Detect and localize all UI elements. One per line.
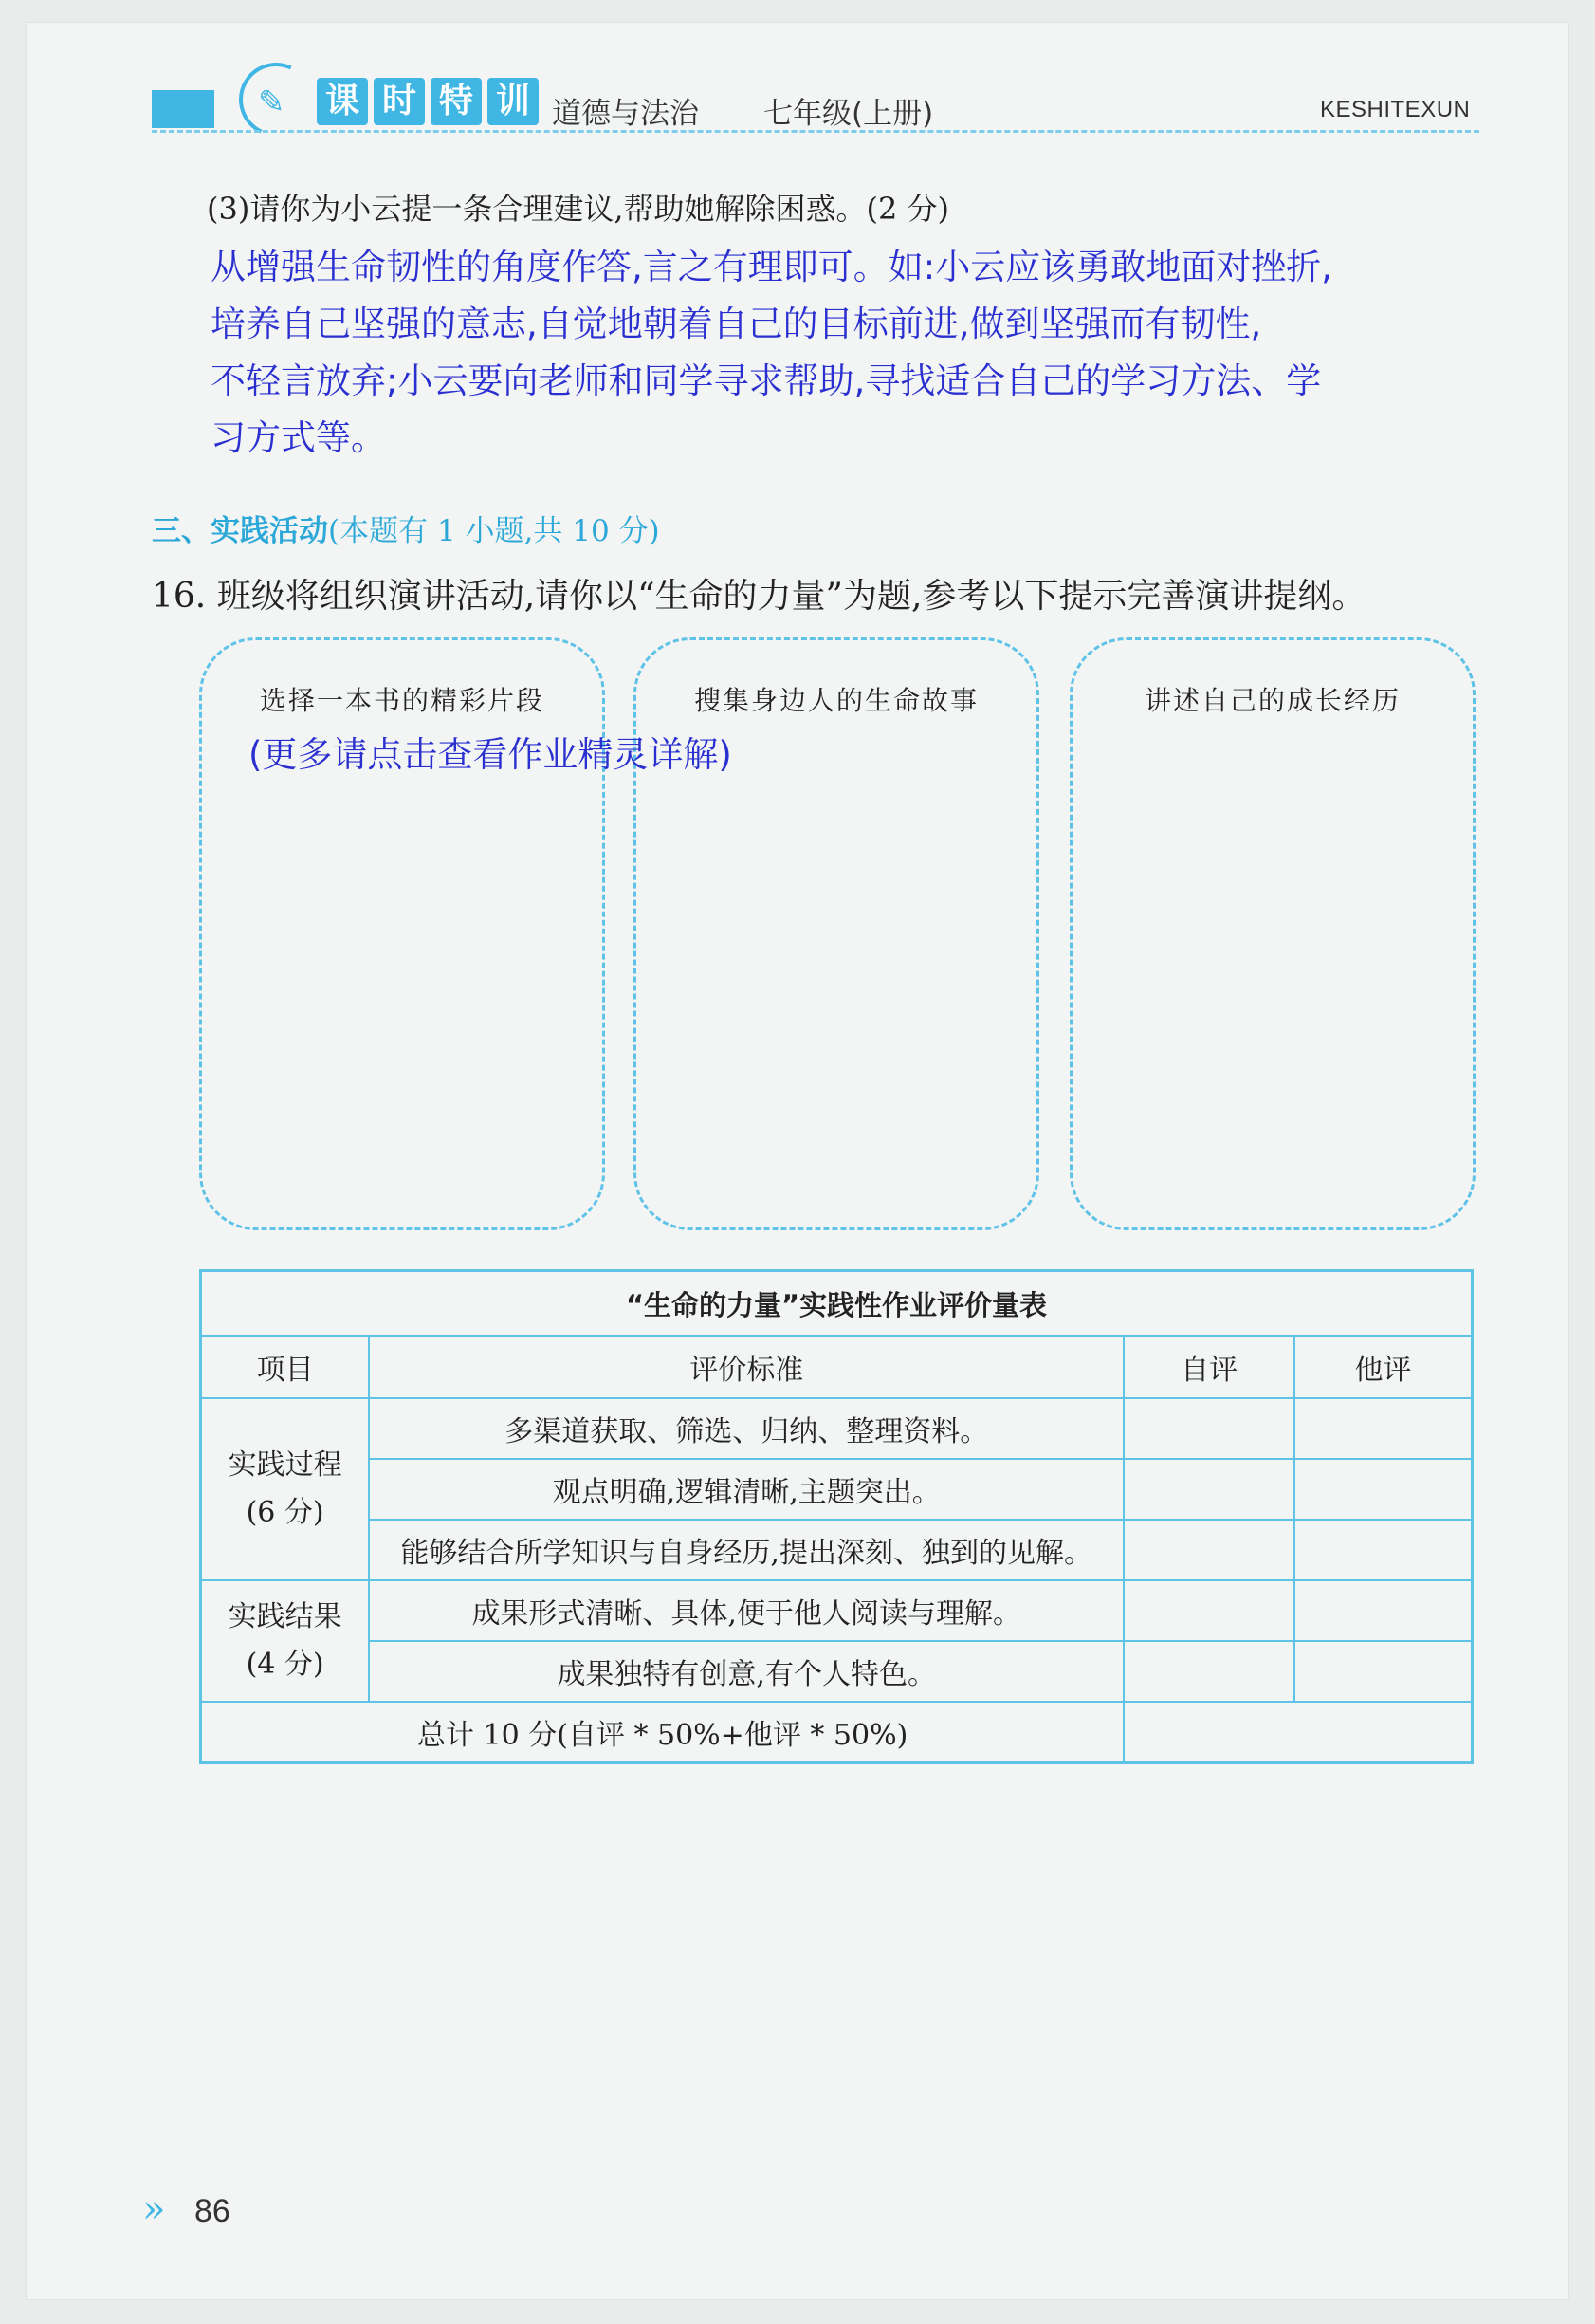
- criterion-cell: 多渠道获取、筛选、归纳、整理资料。: [369, 1398, 1124, 1459]
- group-score: (6 分): [246, 1496, 324, 1529]
- header-cell-peer: 他评: [1294, 1336, 1473, 1398]
- double-chevron-icon: »: [142, 2187, 166, 2231]
- answer-line: 培养自己坚强的意志,自觉地朝着自己的目标前进,做到坚强而有韧性,: [211, 304, 1262, 344]
- total-formula: 总计 10 分(自评 * 50%+他评 * 50%): [201, 1702, 1125, 1763]
- criterion-cell: 成果独特有创意,有个人特色。: [369, 1641, 1124, 1702]
- page-number: 86: [194, 2193, 230, 2229]
- header-cell-criteria: 评价标准: [369, 1336, 1124, 1398]
- question-16-prompt: 16. 班级将组织演讲活动,请你以“生命的力量”为题,参考以下提示完善演讲提纲。: [152, 577, 1366, 616]
- self-score-cell[interactable]: [1124, 1580, 1294, 1641]
- peer-score-cell[interactable]: [1294, 1580, 1473, 1641]
- peer-score-cell[interactable]: [1294, 1520, 1473, 1580]
- section-note: (本题有 1 小题,共 10 分): [328, 514, 660, 548]
- grade-label: 七年级(上册): [763, 97, 934, 131]
- self-score-cell[interactable]: [1124, 1459, 1294, 1520]
- criterion-cell: 观点明确,逻辑清晰,主题突出。: [369, 1459, 1124, 1520]
- logo-char: 特: [431, 78, 482, 125]
- peer-score-cell[interactable]: [1294, 1398, 1473, 1459]
- more-details-link[interactable]: (更多请点击查看作业精灵详解): [248, 734, 732, 775]
- self-score-cell[interactable]: [1124, 1520, 1294, 1580]
- outline-box-label: 讲述自己的成长经历: [1144, 685, 1401, 716]
- logo-char: 课: [317, 78, 368, 125]
- question-3-answer: [211, 239, 1510, 467]
- criterion-cell: 能够结合所学知识与自身经历,提出深刻、独到的见解。: [369, 1520, 1124, 1580]
- table-total-row: [201, 1702, 1473, 1763]
- subject-title: 道德与法治: [552, 97, 699, 131]
- answer-line: 习方式等。: [211, 417, 386, 458]
- header-cell-item: 项目: [201, 1336, 370, 1398]
- answer-line: 不轻言放弃;小云要向老师和同学寻求帮助,寻找适合自己的学习方法、学: [211, 360, 1322, 401]
- table-row: [201, 1398, 1473, 1459]
- peer-score-cell[interactable]: [1294, 1459, 1473, 1520]
- outline-box-growth: [1070, 637, 1476, 1230]
- group-cell-process: [201, 1398, 370, 1580]
- table-row: [201, 1459, 1473, 1520]
- pen-icon: ✎: [258, 83, 285, 121]
- total-score-cell[interactable]: [1124, 1702, 1472, 1763]
- outline-box-label: 搜集身边人的生命故事: [693, 685, 979, 716]
- group-score: (4 分): [246, 1648, 324, 1681]
- series-logo: [317, 78, 539, 125]
- answer-line: 从增强生命韧性的角度作答,言之有理即可。如:小云应该勇敢地面对挫折,: [211, 247, 1332, 287]
- table-row: [201, 1580, 1473, 1641]
- criterion-cell: 成果形式清晰、具体,便于他人阅读与理解。: [369, 1580, 1124, 1641]
- group-name: 实践结果: [228, 1600, 342, 1633]
- table-row: [201, 1641, 1473, 1702]
- header-divider: [152, 130, 1479, 133]
- table-header-row: [201, 1336, 1473, 1398]
- self-score-cell[interactable]: [1124, 1641, 1294, 1702]
- self-score-cell[interactable]: [1124, 1398, 1294, 1459]
- header-cell-self: 自评: [1124, 1336, 1294, 1398]
- evaluation-rubric-table: [199, 1269, 1474, 1764]
- logo-char: 时: [374, 78, 425, 125]
- question-3-prompt: (3)请你为小云提一条合理建议,帮助她解除困惑。(2 分): [207, 191, 950, 227]
- group-name: 实践过程: [228, 1448, 342, 1482]
- logo-char: 训: [487, 78, 539, 125]
- section-title-text: 三、实践活动: [152, 514, 328, 548]
- peer-score-cell[interactable]: [1294, 1641, 1473, 1702]
- table-row: [201, 1520, 1473, 1580]
- rubric-title: “生命的力量”实践性作业评价量表: [201, 1271, 1473, 1337]
- series-code: KESHITEXUN: [1320, 97, 1471, 122]
- group-cell-result: [201, 1580, 370, 1702]
- outline-box-label: 选择一本书的精彩片段: [259, 685, 544, 716]
- header-color-block: [152, 90, 214, 128]
- section-title: [152, 507, 660, 549]
